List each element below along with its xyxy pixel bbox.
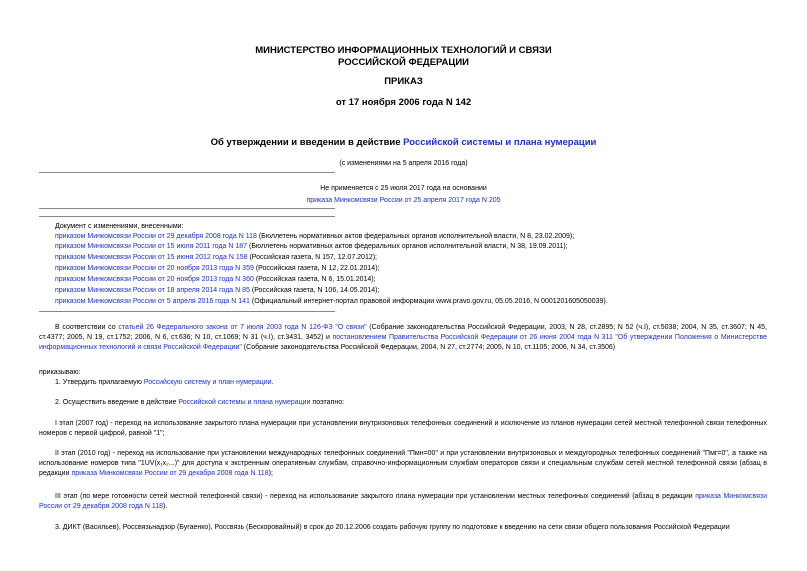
list-item xyxy=(55,232,574,241)
resolution-link[interactable]: постановлением Правительства Российской Федерации от 26 июня 2004 года N 311 "Об утверждении Положения о Министерстве информационных технологий и связи Российской Федерации" xyxy=(39,334,768,351)
document-date: от 17 ноября 2006 года N 142 xyxy=(335,97,472,108)
not-applied-basis xyxy=(0,196,807,205)
list-item xyxy=(55,297,608,306)
not-applied-link[interactable]: приказа Минкомсвязи России от 25 апреля 2017 года N 205 xyxy=(306,197,501,204)
change-source: (Российская газета, N 157, 12.07.2012); xyxy=(247,254,378,261)
stage-text: ); xyxy=(268,470,273,477)
preamble-text: (Собрание законодательства Российской Федерации, 2003, N 28, ст.2895; N 52 (ч.I), ст.5038; 2004, N 35, ст.3607; N 45, ст.4377; 2005, N 19, ст.1752; 2006, N 6, ст.636; N 10, ст.1069; N 31 (ч.I), ст.3431, 3452) и xyxy=(39,324,767,341)
item-text: поэтапно: xyxy=(310,399,345,406)
divider xyxy=(39,311,335,312)
list-item xyxy=(55,286,379,295)
not-applied-note: Не применяется с 25 июля 2017 года на основании xyxy=(320,185,487,192)
numbering-system-link[interactable]: Российской системы и плана нумерации xyxy=(178,399,311,406)
ministry-name-line2: РОССИЙСКОЙ ФЕДЕРАЦИИ xyxy=(337,57,469,68)
amendment-link[interactable]: приказа Минкомсвязи России от 29 декабря 2008 года N 118 xyxy=(71,470,269,477)
stage-3-paragraph xyxy=(39,492,767,512)
stage-text: II этап (2010 год) - переход на использование при установлении международных телефонных соединений "Пмн=00" и при установлении внутризоновых и междугородных телефонных соединений "Пмг=0", а также на использование номеров типа "1UV(x₁x₂...)" для доступа к экстренным оперативным службам, справочно-информационным службам операторов связи и специальным службам сетей местной телефонной связи (абзац в редакции xyxy=(39,450,767,477)
amendment-link[interactable]: приказа Минкомсвязи России от 29 декабря 2008 года N 118 xyxy=(39,493,767,510)
list-item xyxy=(55,253,377,262)
preamble-text: В соответствии со xyxy=(55,324,119,331)
item-3-paragraph: 3. ДИКТ (Васильев), Россвязьнадзор (Бугаенко), Россвязь (Бескоровайный) в срок до 20.12.2006 создать рабочую группу по подготовке к введению на сети связи общего пользования Российской Федерации xyxy=(55,524,730,531)
preamble-paragraph xyxy=(39,323,767,353)
amendment-note: (с изменениями на 5 апреля 2016 года) xyxy=(339,160,468,167)
document-type: ПРИКАЗ xyxy=(384,76,423,87)
change-link[interactable]: приказом Минкомсвязи России от 18 апреля 2014 года N 85 xyxy=(55,287,250,294)
item-text: 2. Осуществить введение в действие xyxy=(55,399,179,406)
ministry-name-line1: МИНИСТЕРСТВО ИНФОРМАЦИОННЫХ ТЕХНОЛОГИЙ И СВЯЗИ xyxy=(255,45,552,56)
change-link[interactable]: приказом Минкомсвязи России от 29 декабря 2008 года N 118 xyxy=(55,233,257,240)
list-item xyxy=(55,242,568,251)
stage-text: ). xyxy=(163,503,168,510)
list-item xyxy=(55,264,379,273)
numbering-system-link[interactable]: Российскую систему и план нумерации xyxy=(143,379,272,386)
item-2 xyxy=(55,398,344,407)
title-prefix: Об утверждении и введении в действие xyxy=(210,137,404,148)
change-source: (Бюллетень нормативных актов федеральных органов исполнительной власти, N 38, 19.09.2011); xyxy=(247,243,568,250)
change-link[interactable]: приказом Минкомсвязи России от 20 ноября 2013 года N 359 xyxy=(55,265,254,272)
change-link[interactable]: приказом Минкомсвязи России от 5 апреля 2016 года N 141 xyxy=(55,298,250,305)
preamble-text: (Собрание законодательства Российской Федерации, 2004, N 27, ст.2774; 2005, N 10, ст.1105; 2006, N 34, ст.3506) xyxy=(241,344,616,351)
law-link[interactable]: статьей 26 Федерального закона от 7 июля 2003 года N 126-ФЗ "О связи" xyxy=(118,324,367,331)
stage-1-paragraph: I этап (2007 год) - переход на использование закрытого плана нумерации при установлении внутризоновых телефонных соединений и исключение из планов нумерации сетей местной телефонной связи телефонных номеров с первой цифрой, равной "1"; xyxy=(39,420,767,437)
item-text: . xyxy=(271,379,274,386)
list-item xyxy=(55,275,376,284)
page-title xyxy=(0,137,807,149)
change-link[interactable]: приказом Минкомсвязи России от 15 июня 2012 года N 158 xyxy=(55,254,248,261)
title-link-numbering-system[interactable]: Российской системы и плана нумерации xyxy=(403,137,597,148)
change-link[interactable]: приказом Минкомсвязи России от 15 июля 2011 года N 187 xyxy=(55,243,248,250)
change-source: (Официальный интернет-портал правовой информации www.pravo.gov.ru, 05.05.2016, N 0001201605050039). xyxy=(249,298,608,305)
change-source: (Российская газета, N 6, 15.01.2014); xyxy=(253,276,376,283)
divider xyxy=(39,216,335,217)
divider xyxy=(39,172,335,173)
stage-text: III этап (по мере готовности сетей местной телефонной связи) - переход на использование закрытого плана нумерации при установлении местных телефонных соединений (абзац в редакции xyxy=(55,493,696,500)
divider xyxy=(39,208,335,209)
change-source: (Российская газета, N 106, 14.05.2014); xyxy=(249,287,380,294)
change-source: (Российская газета, N 12, 22.01.2014); xyxy=(253,265,380,272)
item-1 xyxy=(55,378,274,387)
change-link[interactable]: приказом Минкомсвязи России от 20 ноября 2013 года N 360 xyxy=(55,276,254,283)
order-word: приказываю: xyxy=(39,369,81,376)
changes-heading: Документ с изменениями, внесенными: xyxy=(55,223,184,230)
stage-2-paragraph xyxy=(39,449,767,479)
change-source: (Бюллетень нормативных актов федеральных органов исполнительной власти, N 8, 23.02.2009); xyxy=(256,233,575,240)
item-text: 1. Утвердить прилагаемую xyxy=(55,379,144,386)
